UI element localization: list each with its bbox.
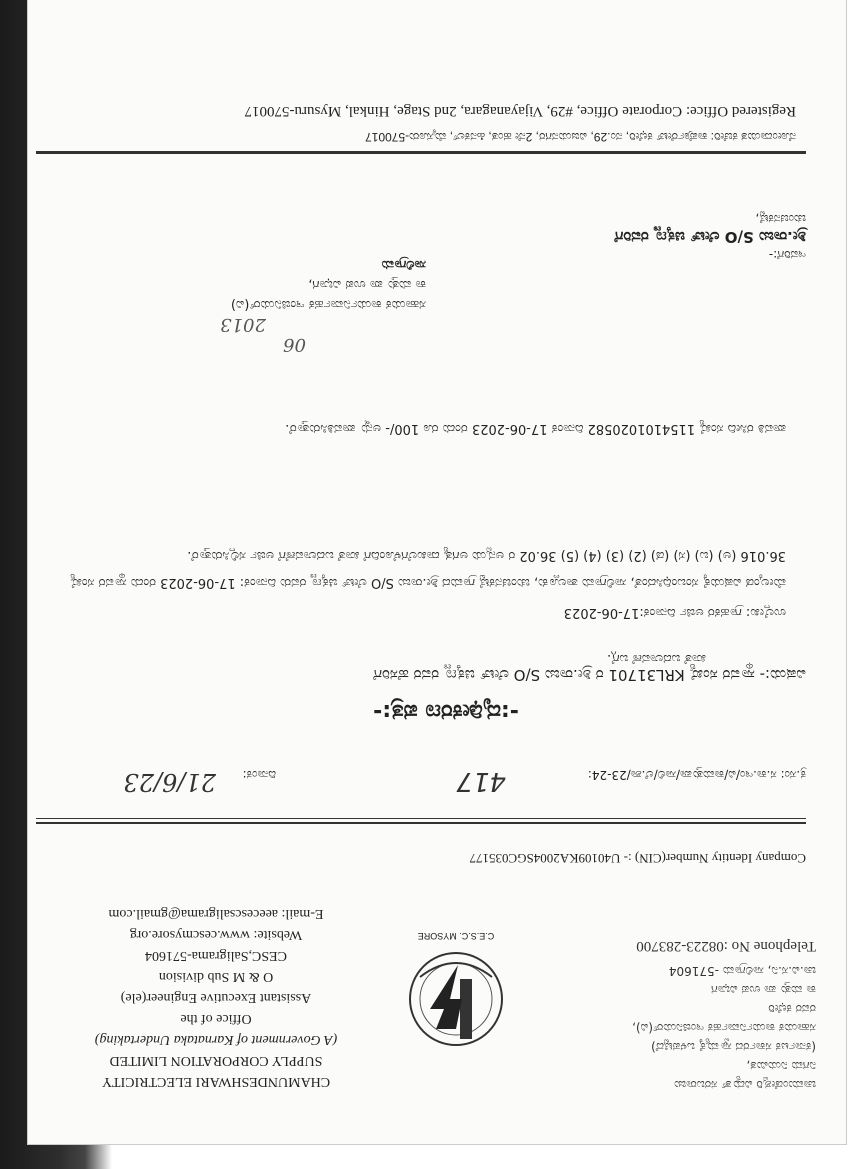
email: E-mail: aeecescsaligrama@gmail.com [108,906,324,921]
letterhead-kannada-line: ರವರ ಕಛೇರಿ [768,1002,816,1016]
subject [46,651,806,684]
letterhead-kannada-line: (ಕರ್ನಾಟಕ ಸರ್ಕಾರದ ಸ್ವಾಮ್ಯಕ್ಕೆ ಒಳಪಟ್ಟಿದೆ) [651,1040,816,1054]
designation-line: ಸಾಲಿಗ್ರಾಮ [381,257,426,272]
telephone-number: Telephone No :08223-283700 [636,938,816,954]
paragraph-2: ಪಾವತಿ ರಸೀದಿ ಸಂಖ್ಯೆ 1154101020582 ದಿನಾಂಕ 17-06-2023 ರಂದು ರೂ 100/- ಅನ್ನು ಪಾವತಿಸಿರುತ್ತಾರೆ. [285,421,786,436]
subject-line: ವಿಷಯ:- ಸ್ಥಾವರ ಸಂಖ್ಯೆ KRL31701 ರ ಶ್ರೀ.ರಾಜು S/O ಲೇಟ್ ಚಿಕ್ಕಣ್ಣ ರವರ ಹೆಸರಿಗೆ [373,666,806,684]
designation-line: ಸಹಾಯಕ ಕಾರ್ಯನಿರ್ವಾಹಕ ಇಂಜಿನಿಯರ್(ವಿ) [230,297,426,312]
paragraph-1: ಮೇಲ್ಕಂಡ ವಿಷಯಕ್ಕೆ ಸಂಬಂಧಿಸಿದಂತೆ, ಸಾಲಿಗ್ರಾಮ ತಾಲ್ಲೂಕು, ಚುಂಚನಕಟ್ಟೆ ಗ್ರಾಮದ ಶ್ರೀ.ರಾಜು S/O ಲೇಟ್ ಚಿಕ್ಕಣ್ಣ ರವರು ದಿನಾಂಕ: 17-06-2023 ರಂದು ಸ್ಥಾವರ ಸಂಖ್ಯೆ 36.016 (ಅ) (ಬ) (ಸ) (ಡ) (2) (3) (4) (5) 36.02 ರ ಅನ್ವಯ ಅಗತ್ಯ ದಾಖಲೆಗಳೊಂದಿಗೆ ಖಾತೆ ಬದಲಾವಣೆಗೆ ಅರ್ಜಿ ಸಲ್ಲಿಸಿರುತ್ತಾರೆ. [70,548,786,590]
letterhead-kannada-line: ಸಹಾಯಕ ಕಾರ್ಯನಿರ್ವಾಹಕ ಇಂಜಿನಿಯರ್(ವಿ), [632,1021,816,1035]
office-line: CESC,Saligrama-571604 [145,948,287,963]
footer-divider [36,151,806,154]
cin-line [46,850,806,866]
header-divider-thin [36,818,806,819]
reference-number-handwritten: 417 [456,766,506,796]
designation-line: ಕಾ ಮತ್ತು ಪಾ ಉಪ ವಿಭಾಗ, [308,277,426,292]
letterhead-kannada [516,936,816,1094]
reference-line: ಉಲ್ಲೇಖ: ಗ್ರಾಹಕರ ಅರ್ಜಿ ದಿನಾಂಕ:17-06-2023 [563,605,786,620]
signature-initials-handwritten: 2013 [220,314,266,335]
document-page [28,0,846,1144]
footer-kannada: ನೋಂದಾಯಿತ ಕಚೇರಿ: ಕಾರ್ಪೊರೇಟ್ ಕಛೇರಿ, ನಂ.29, ವಿಜಯನಗರ, 2ನೇ ಹಂತ, ಹಿನಕಲ್, ಮೈಸೂರು-570017 [365,130,796,144]
cesc-logo [396,919,516,1069]
letterhead-kannada-line: ಕಾ ಮತ್ತು ಪಾ ಉಪ ವಿಭಾಗ [711,983,816,997]
recipient-name: ಶ್ರೀ.ರಾಜು S/O ಲೇಟ್ ಚಿಕ್ಕಣ್ಣ ರವರಿಗೆ [614,228,806,246]
logo-caption: C.E.S.C. MYSORE [417,931,495,941]
signature-block [66,254,426,354]
header-divider [36,822,806,824]
document-title: -:ದೃಢೀಕರಣ ಪತ್ರ:- [373,699,519,724]
letterhead-kannada-line: ಚಾಮುಂಡೇಶ್ವರಿ ವಿದ್ಯುತ್ ಸರಬರಾಜು [674,1078,816,1092]
letterhead-kannada-line: ನಿಗಮ ನಿಯಮಿತ, [746,1059,816,1073]
company-name-line: SUPPLY CORPORATION LIMITED [109,1053,323,1068]
recipient-place: ಚುಂಚನಕಟ್ಟೆ, [755,212,806,226]
footer-english: Registered Office: Corporate Office, #29, Vijayanagara, 2nd Stage, Hinkal, Mysuru-570017 [244,103,796,119]
subject-line-2: ಖಾತೆ ಬದಲಾವಣೆ ಬಗ್ಗೆ. [607,651,706,666]
office-line: Office of the [180,1011,252,1026]
cin-text: Company Identity Number(CIN) :- U40109KA2004SGC035177 [469,851,806,866]
reference-label: ಕ್ರ.ಸಂ: ಸ.ಕಾ.ಇಂ/ವಿ/ಕಾಮತ್ತುಪಾ/ಸಾಲಿ/ಲೆ.ಶಾ/23-24: [587,768,806,782]
website: Website: www.cescmysore.org [129,927,303,942]
signature-date-handwritten: 06 [283,334,306,355]
date-handwritten: 21/6/23 [123,768,216,796]
office-line: O & M Sub division [158,969,274,984]
letterhead-english [46,903,386,1092]
letterhead-kannada-line: ಚಾ.ವಿ.ಸ.ನಿ, ಸಾಲಿಗ್ರಾಮ -571604 [668,964,816,978]
date-label: ದಿನಾಂಕ: [242,768,276,782]
recipient-block [615,210,806,264]
recipient-label: ಇವರಿಗೆ:- [768,248,806,262]
company-subtitle: (A Government of Karnataka Undertaking) [94,1032,338,1047]
company-name-line: CHAMUNDESHWARI ELECTRICITY [101,1074,331,1089]
office-line: Assistant Executive Engineer(ele) [120,990,312,1005]
